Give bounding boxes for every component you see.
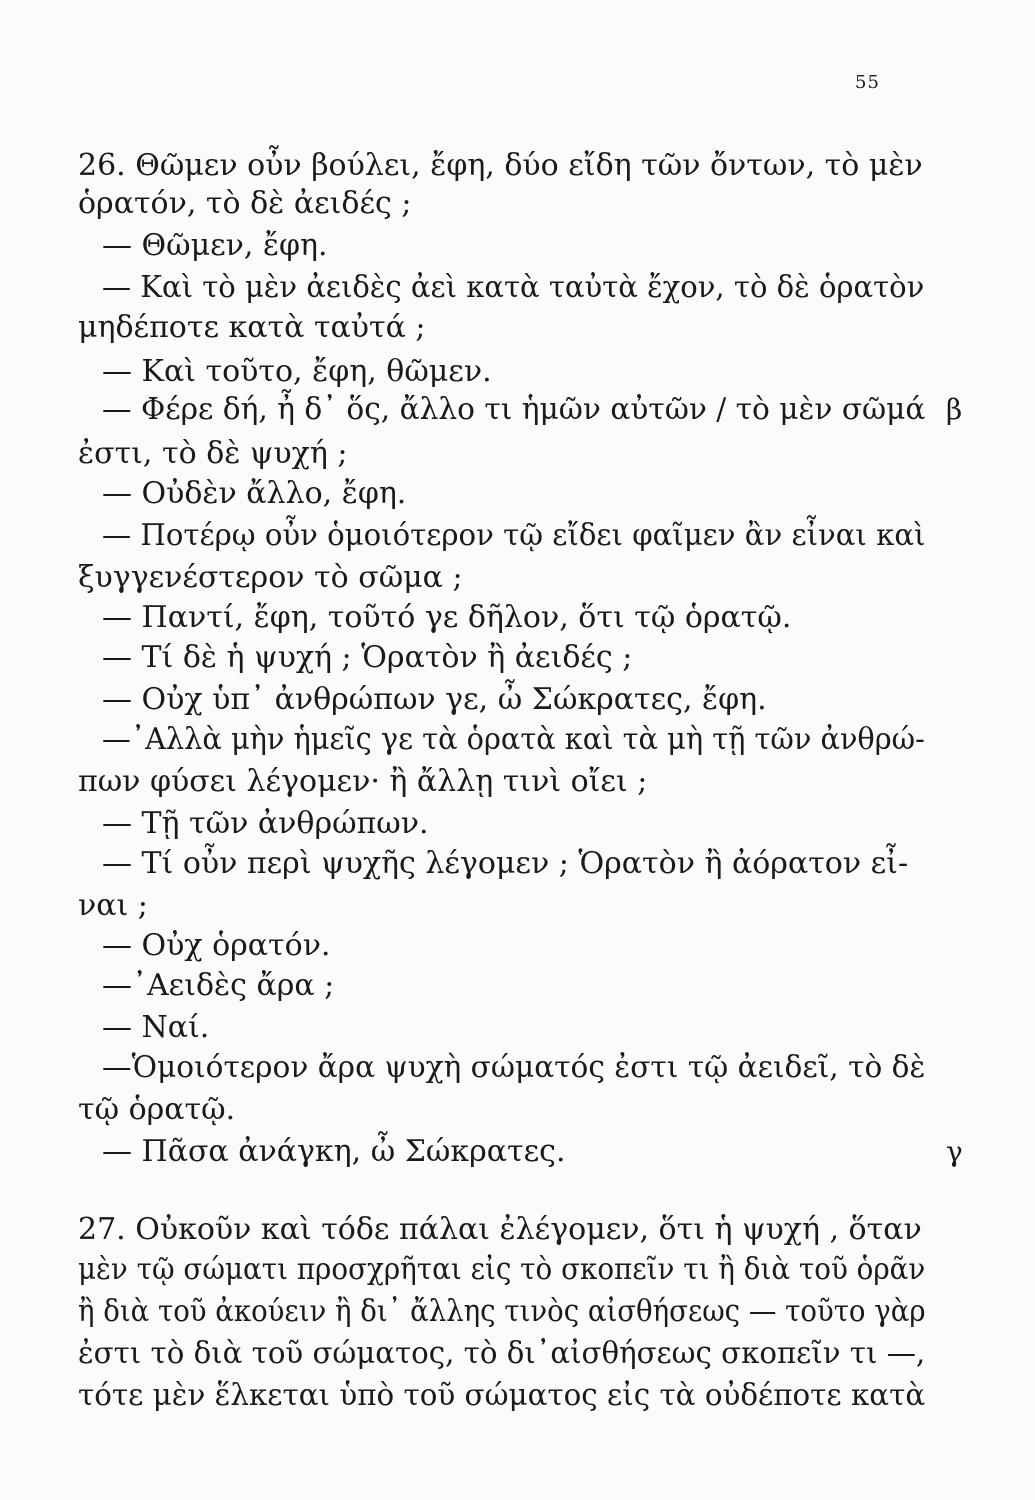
text-line-28: ἢ διὰ τοῦ ἀκούειν ἢ δι᾽ ἄλλης τινὸς αἰσθήσεως — τοῦτο γὰρ xyxy=(78,1294,926,1329)
text-line-27: μὲν τῷ σώματι προσχρῆται εἰς τὸ σκοπεῖν τι ἢ διὰ τοῦ ὁρᾶν xyxy=(78,1252,926,1287)
text-line-1: 26. Θῶμεν οὖν βούλει, ἔφη, δύο εἴδη τῶν ὄντων, τὸ μὲν xyxy=(78,148,923,183)
text-line-9: — Οὐδὲν ἄλλο, ἔφη. xyxy=(102,476,407,511)
text-line-21: —᾽Αειδὲς ἄρα ; xyxy=(102,968,335,1003)
text-line-12: — Παντί, ἔφη, τοῦτό γε δῆλον, ὅτι τῷ ὁρατῷ. xyxy=(102,600,792,635)
text-line-17: — Τῇ τῶν ἀνθρώπων. xyxy=(102,806,429,841)
text-line-23: —Ὁμοιότερον ἄρα ψυχὴ σώματός ἐστι τῷ ἀειδεῖ, τὸ δὲ xyxy=(102,1050,926,1085)
margin-marker-gamma: γ xyxy=(946,1135,963,1168)
text-line-4: — Καὶ τὸ μὲν ἀειδὲς ἀεὶ κατὰ ταὐτὰ ἔχον, τὸ δὲ ὁρατὸν xyxy=(102,270,925,305)
text-line-26: 27. Οὐκοῦν καὶ τόδε πάλαι ἐλέγομεν, ὅτι ἡ ψυχή , ὅταν xyxy=(78,1212,922,1247)
text-line-5: μηδέποτε κατὰ ταὐτά ; xyxy=(78,310,426,345)
text-line-8: ἐστι, τὸ δὲ ψυχή ; xyxy=(78,436,348,471)
margin-marker-beta: β xyxy=(946,393,963,426)
text-line-29: ἐστι τὸ διὰ τοῦ σώματος, τὸ δι᾽αἰσθήσεως σκοπεῖν τι —, xyxy=(78,1336,926,1371)
text-line-7: — Φέρε δή, ἦ δ᾽ ὅς, ἄλλο τι ἡμῶν αὐτῶν / τὸ μὲν σῶμά xyxy=(102,392,926,427)
text-line-11: ξυγγενέστερον τὸ σῶμα ; xyxy=(78,560,463,595)
text-line-14: — Οὐχ ὑπ᾽ ἀνθρώπων γε, ὦ Σώκρατες, ἔφη. xyxy=(102,682,767,717)
text-line-24: τῷ ὁρατῷ. xyxy=(78,1092,236,1127)
text-line-16: πων φύσει λέγομεν· ἢ ἄλλῃ τινὶ οἴει ; xyxy=(78,764,648,799)
text-line-2: ὁρατόν, τὸ δὲ ἀειδές ; xyxy=(78,186,412,221)
text-line-19: ναι ; xyxy=(78,888,148,923)
page-number: 55 xyxy=(855,72,880,93)
text-line-25: — Πᾶσα ἀνάγκη, ὦ Σώκρατες. xyxy=(102,1134,566,1169)
text-line-10: — Ποτέρῳ οὖν ὁμοιότερον τῷ εἴδει φαῖμεν ἂν εἶναι καὶ xyxy=(102,518,926,553)
text-line-3: — Θῶμεν, ἔφη. xyxy=(102,228,328,263)
text-line-30: τότε μὲν ἕλκεται ὑπὸ τοῦ σώματος εἰς τὰ οὐδέποτε κατὰ xyxy=(78,1378,926,1413)
text-line-6: — Καὶ τοῦτο, ἔφη, θῶμεν. xyxy=(102,354,492,389)
text-line-13: — Τί δὲ ἡ ψυχή ; Ὁρατὸν ἢ ἀειδές ; xyxy=(102,640,633,675)
text-line-18: — Τί οὖν περὶ ψυχῆς λέγομεν ; Ὁρατὸν ἢ ἀόρατον εἶ- xyxy=(102,846,909,881)
text-line-20: — Οὐχ ὁρατόν. xyxy=(102,928,331,963)
text-line-15: —᾽Αλλὰ μὴν ἡμεῖς γε τὰ ὁρατὰ καὶ τὰ μὴ τῇ τῶν ἀνθρώ- xyxy=(102,722,925,757)
text-line-22: — Ναί. xyxy=(102,1010,210,1045)
